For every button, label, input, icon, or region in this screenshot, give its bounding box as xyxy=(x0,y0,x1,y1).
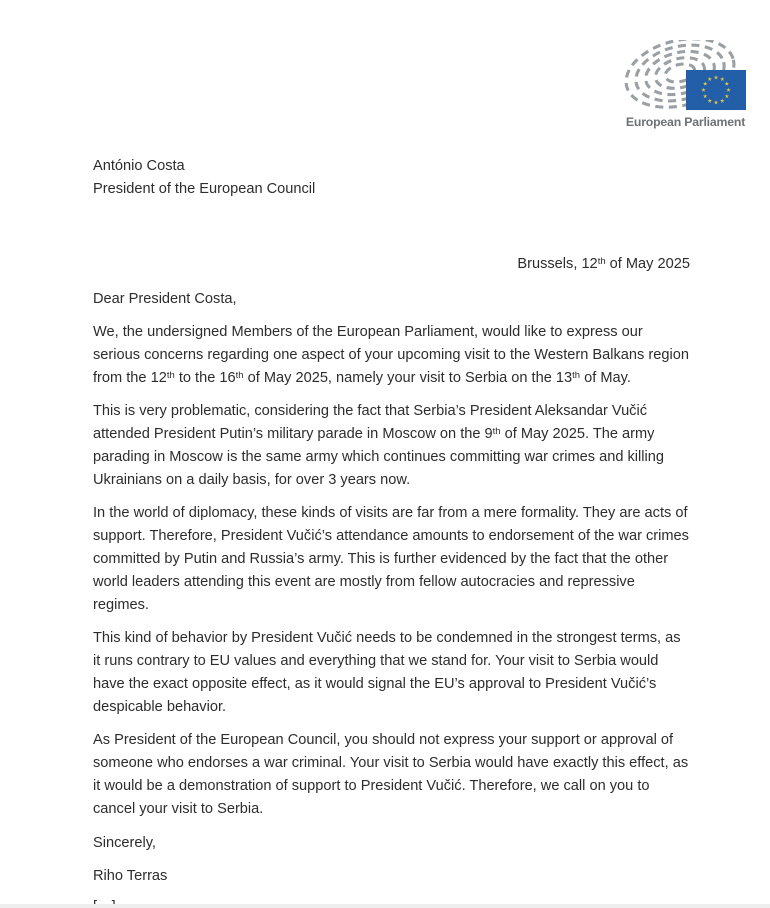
recipient-block xyxy=(93,155,690,201)
valediction: Sincerely, xyxy=(93,835,156,851)
letter-body xyxy=(93,0,690,908)
scan-edge-shadow xyxy=(0,904,770,908)
letter-paragraph: This is very problematic, considering the fact that Serbia’s President Aleksandar Vučić attended President Putin’s military parade in Moscow on the 9th of May 2025. The army parading in Moscow is the same army which continues committing war crimes and killing Ukrainians on a daily basis, for over 3 years now. xyxy=(93,403,665,488)
letter-paragraph: This kind of behavior by President Vučić needs to be condemned in the strongest terms, as it runs contrary to EU values and everything that we stand for. Your visit to Serbia would have the exact opposite effect, as it would signal the EU’s approval to President Vučić’s despicable behavior. xyxy=(93,630,681,715)
recipient-title: President of the European Council xyxy=(93,181,316,197)
letter-paragraph: We, the undersigned Members of the European Parliament, would like to express our serious concerns regarding one aspect of your upcoming visit to the Western Balkans region from the 12th to the 16th of May 2025, namely your visit to Serbia on the 13th of May. xyxy=(93,324,689,386)
salutation: Dear President Costa, xyxy=(93,291,237,307)
logo-wordmark: European Parliament xyxy=(625,115,746,129)
dateline: Brussels, 12th of May 2025 xyxy=(517,255,690,272)
recipient-name: António Costa xyxy=(93,158,185,174)
signatory-name: Riho Terras xyxy=(93,868,168,884)
letter-paragraph: In the world of diplomacy, these kinds of visits are far from a mere formality. They are acts of support. Therefore, President Vučić’s attendance amounts to endorsement of the war crimes committed by Putin and Russia’s army. This is further evidenced by the fact that the other world leaders attending this event are mostly from fellow autocracies and repressive regimes. xyxy=(93,505,689,613)
letter-paragraph: As President of the European Council, you should not express your support or approval of someone who endorses a war criminal. Your visit to Serbia would have exactly this effect, as it would be a demonstration of support to President Vučić. Therefore, we call on you to cancel your visit to Serbia. xyxy=(93,732,689,817)
